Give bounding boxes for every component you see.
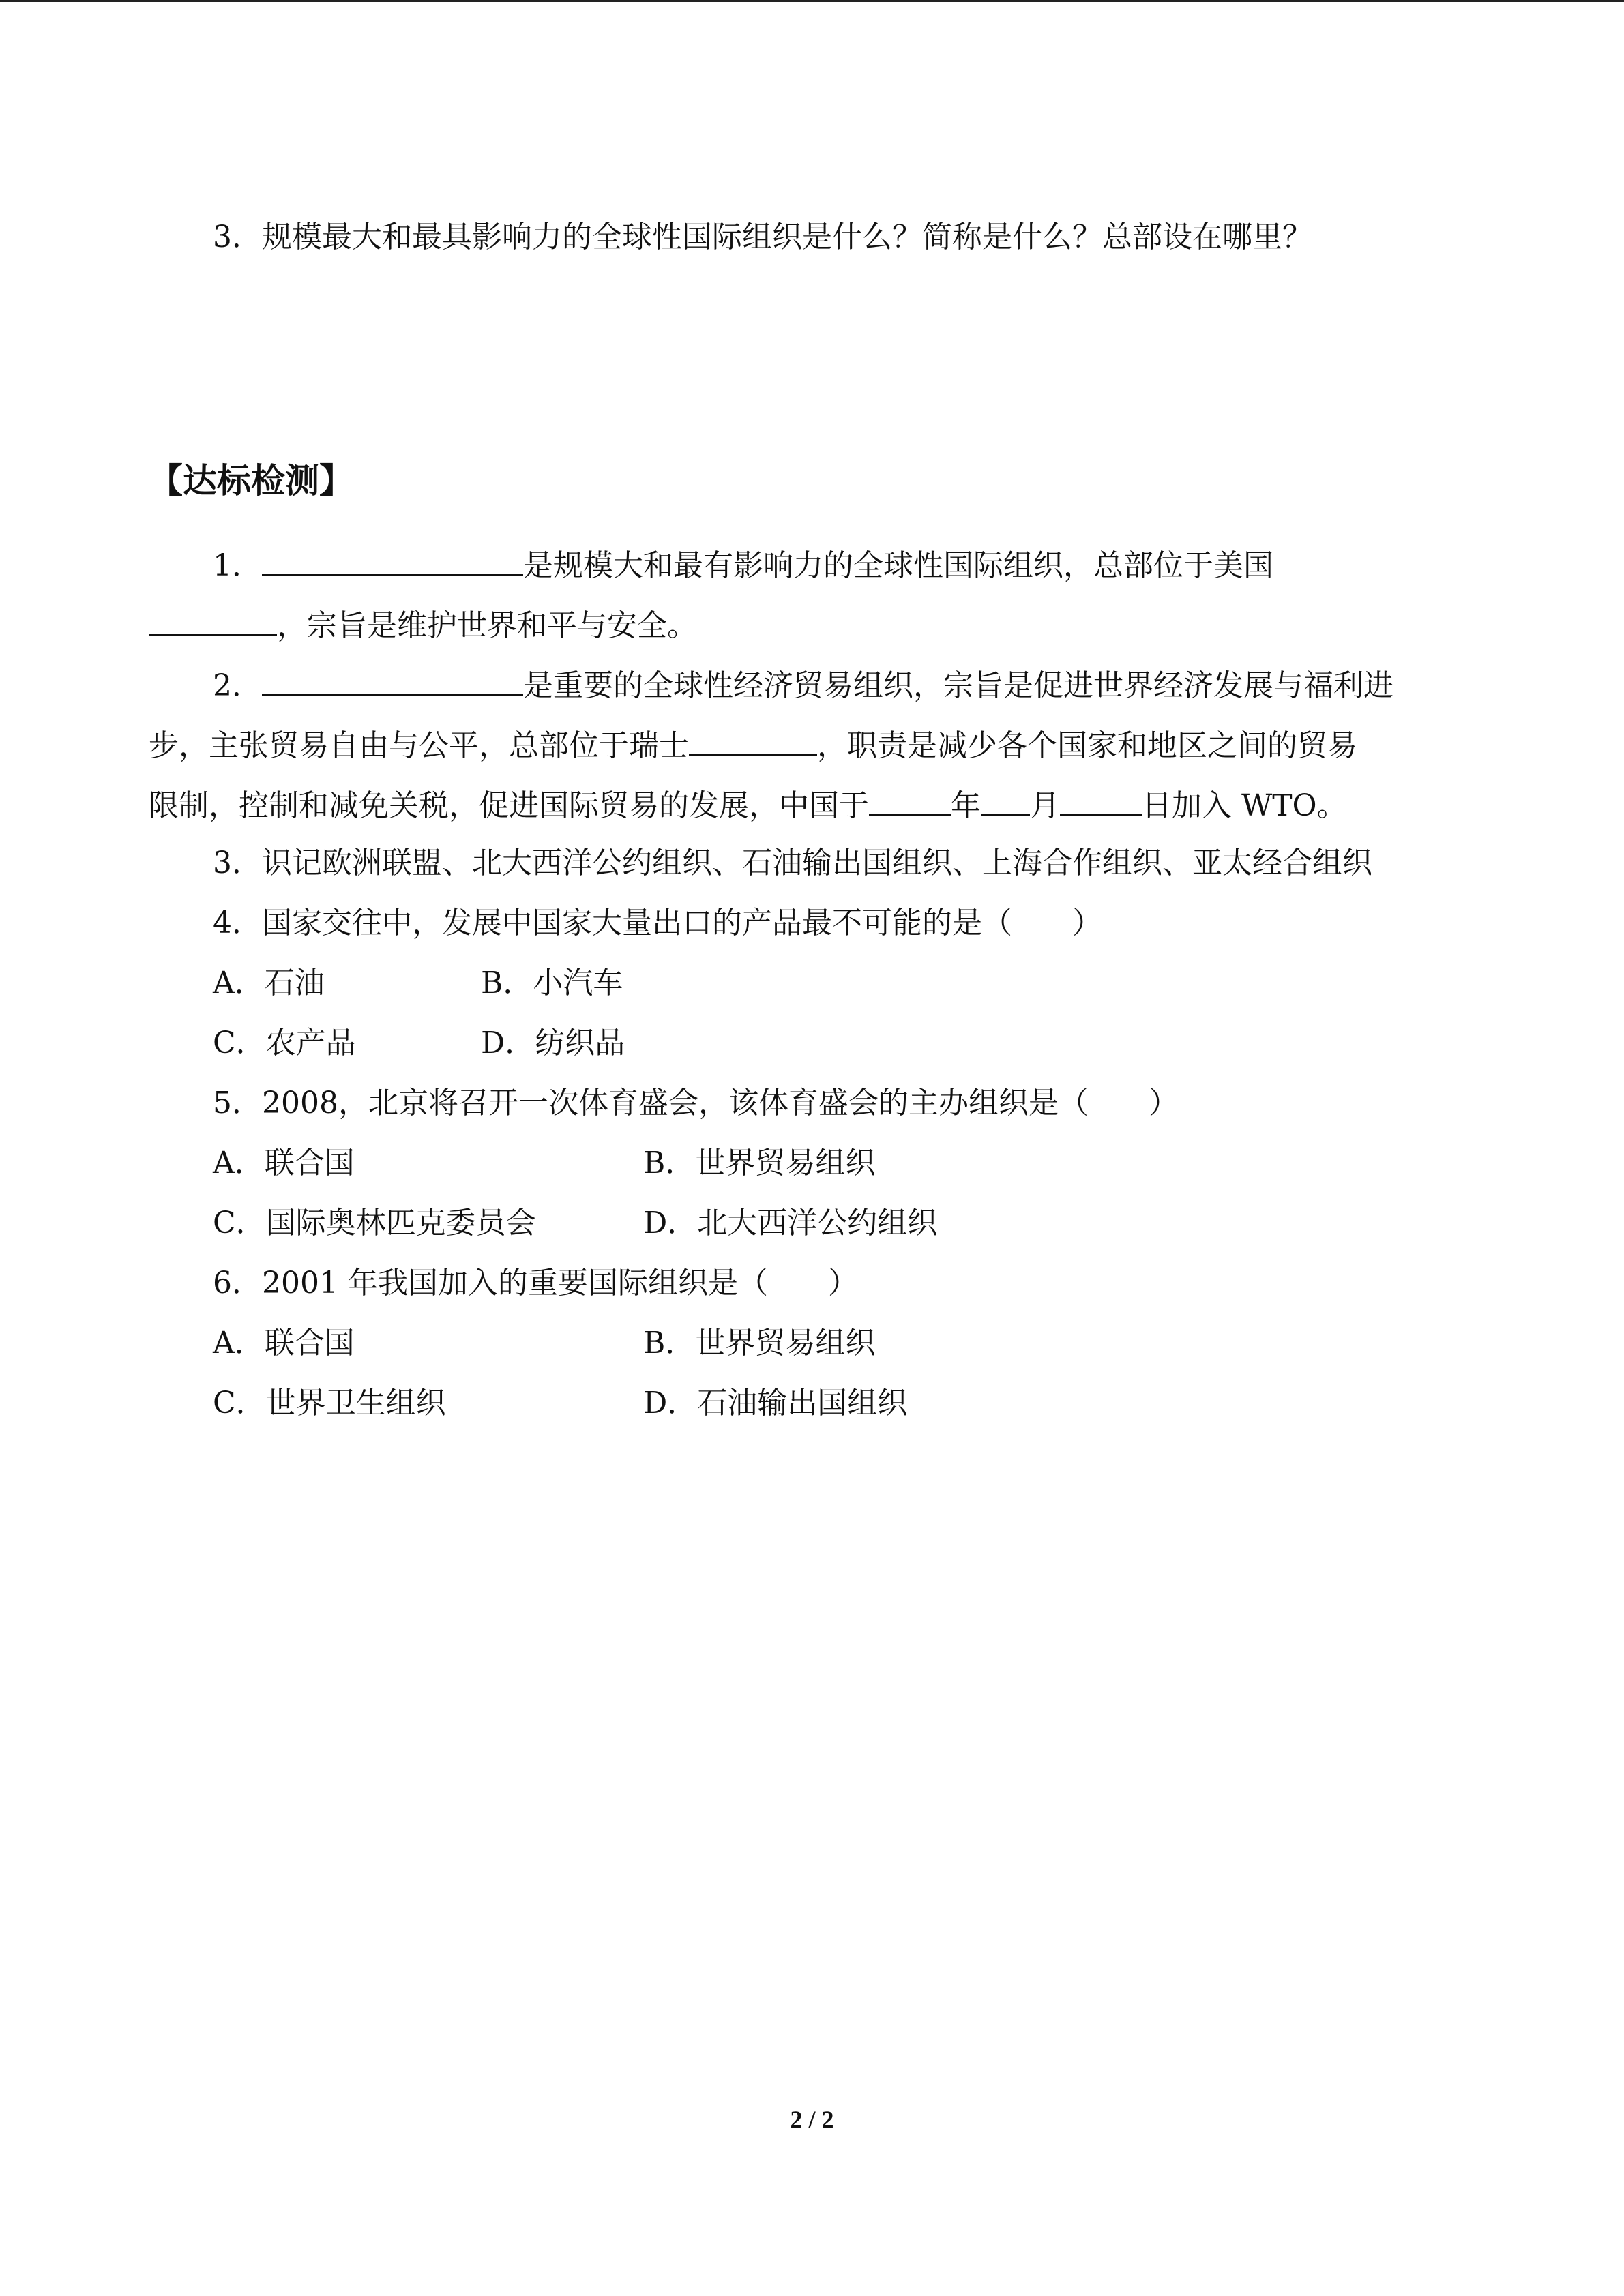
- choice-option-a[interactable]: A．石油: [213, 966, 325, 1000]
- answer-blank[interactable]: [262, 543, 523, 576]
- choice-option-d[interactable]: D．北大西洋公约组织: [643, 1206, 938, 1240]
- fill-in-question-1-line-2: [149, 603, 697, 646]
- choice-question-6-stem: 6．2001 年我国加入的重要国际组织是（ ）: [213, 1266, 858, 1300]
- choice-option-b[interactable]: B．小汽车: [481, 966, 623, 1000]
- fill-in-question-2-line-2: [149, 723, 1357, 766]
- choice-option-b[interactable]: B．世界贸易组织: [643, 1326, 876, 1360]
- choice-option-a[interactable]: A．联合国: [213, 1326, 355, 1360]
- answer-blank-day[interactable]: [1060, 783, 1142, 816]
- choice-option-c[interactable]: C．国际奥林匹克委员会: [213, 1206, 536, 1240]
- year-label: 年: [951, 788, 981, 823]
- choice-option-c[interactable]: C．世界卫生组织: [213, 1386, 446, 1420]
- answer-blank[interactable]: [689, 723, 817, 756]
- question-text: 步，主张贸易自由与公平，总部位于瑞士: [149, 728, 689, 763]
- question-text: ，宗旨是维护世界和平与安全。: [277, 608, 697, 643]
- question-number: 1．: [213, 548, 262, 583]
- fill-in-question-2-line-1: [213, 663, 1393, 706]
- answer-blank-year[interactable]: [869, 783, 951, 816]
- fill-in-question-3: 3．识记欧洲联盟、北大西洋公约组织、石油输出国组织、上海合作组织、亚太经合组织: [213, 846, 1372, 880]
- choice-question-4-stem: 4．国家交往中，发展中国家大量出口的产品最不可能的是（ ）: [213, 906, 1102, 940]
- day-label: 日加入 WTO。: [1142, 788, 1347, 823]
- question-text: 是规模大和最有影响力的全球性国际组织，总部位于美国: [523, 548, 1273, 583]
- question-text: 是重要的全球性经济贸易组织，宗旨是促进世界经济发展与福利进: [523, 668, 1393, 703]
- section-heading: 【达标检测】: [149, 461, 353, 501]
- choice-option-b[interactable]: B．世界贸易组织: [643, 1146, 876, 1180]
- choice-option-c[interactable]: C．农产品: [213, 1026, 356, 1060]
- answer-blank-month[interactable]: [981, 783, 1030, 816]
- page-number: 2 / 2: [790, 2106, 834, 2133]
- fill-in-question-1-line-1: [213, 543, 1273, 586]
- choice-option-d[interactable]: D．纺织品: [481, 1026, 625, 1060]
- question-3-discussion: 3．规模最大和最具影响力的全球性国际组织是什么？简称是什么？总部设在哪里？: [213, 220, 1312, 254]
- question-text: 限制，控制和减免关税，促进国际贸易的发展，中国于: [149, 788, 869, 823]
- choice-option-a[interactable]: A．联合国: [213, 1146, 355, 1180]
- choice-question-5-stem: 5．2008，北京将召开一次体育盛会，该体育盛会的主办组织是（ ）: [213, 1086, 1179, 1120]
- question-number: 2．: [213, 668, 262, 703]
- answer-blank[interactable]: [149, 603, 277, 636]
- month-label: 月: [1030, 788, 1060, 823]
- fill-in-question-2-line-3: [149, 783, 1347, 826]
- answer-blank[interactable]: [262, 663, 523, 696]
- question-text: ，职责是减少各个国家和地区之间的贸易: [817, 728, 1357, 763]
- page-top-border: [0, 0, 1624, 2]
- choice-option-d[interactable]: D．石油输出国组织: [643, 1386, 908, 1420]
